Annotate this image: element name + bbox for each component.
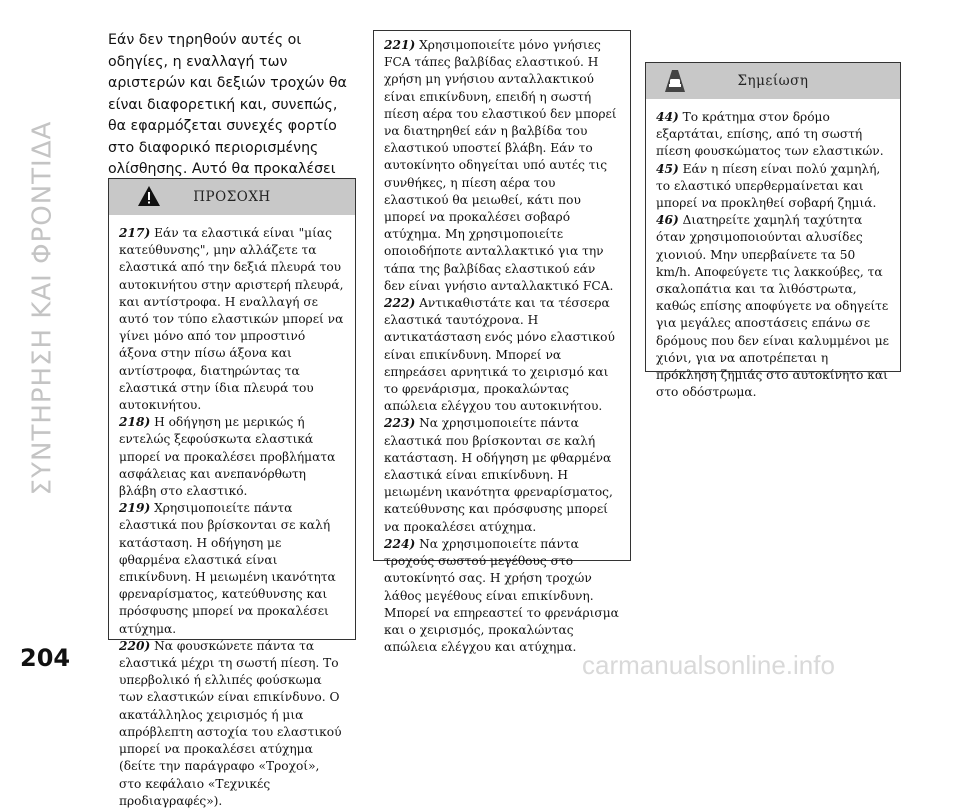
warning-item: [119, 500, 345, 638]
warning-item: [119, 225, 345, 414]
item-text: Χρησιμοποιείτε μόνο γνήσιες FCA τάπες βαλβίδας ελαστικού. Η χρήση μη γνήσιου ανταλλακτικού είναι επικίνδυνη, επειδή η σωστή πίεση αέρα του ελαστικού δεν μπορεί να διατηρηθεί εάν η βαλβίδα του ελαστικού υποστεί βλάβη. Εάν το αυτοκίνητο οδηγείται υπό αυτές τις συνθήκες, η πίεση αέρα του ελαστικού θα μειωθεί, κάτι που μπορεί να προκαλέσει σοβαρό ατύχημα. Μη χρησιμοποιείτε οποιοδήποτε ανταλλακτικό για την τάπα της βαλβίδας ελαστικού εάν δεν είναι γνήσιο ανταλλακτικό FCA.: [384, 38, 617, 293]
car-note-icon: [662, 68, 688, 94]
item-number: 45): [656, 161, 679, 176]
item-text: Διατηρείτε χαμηλή ταχύτητα όταν χρησιμοποιούνται αλυσίδες χιονιού. Μην υπερβαίνετε τα 50 km/h. Αποφεύγετε τις λακκούβες, τα σκαλοπάτια και τα λιθόστρωτα, καθώς επίσης αποφύγετε να οδηγείτε για μεγάλες αποστάσεις επάνω σε δρόμους που δεν είναι καλυμμένοι με χιόνι, για να αποτρέπεται η πρόκληση ζημιάς στο αυτοκίνητο και στο οδόστρωμα.: [656, 213, 889, 400]
warning-item: [119, 638, 345, 810]
item-text: Η οδήγηση με μερικώς ή εντελώς ξεφούσκωτα ελαστικά μπορεί να προκαλέσει προβλήματα ασφάλειας και ανεπανόρθωτη βλάβη στο ελαστικό.: [119, 415, 336, 499]
item-number: 222): [384, 296, 416, 311]
item-number: 221): [384, 38, 416, 52]
warning-box-title: ΠΡΟΣΟΧΗ: [193, 189, 271, 205]
warning-item: [384, 536, 620, 656]
item-text: Να χρησιμοποιείτε πάντα τροχούς σωστού μεγέθους στο αυτοκίνητό σας. Η χρήση τροχών λάθος μεγέθους είναι επικίνδυνη. Μπορεί να επηρεαστεί το φρενάρισμα και ο χειρισμός, προκαλώντας απώλεια ελέγχου και ατύχημα.: [384, 536, 619, 655]
intro-paragraph: Εάν δεν τηρηθούν αυτές οι οδηγίες, η εναλλαγή των αριστερών και δεξιών τροχών θα είναι διαφορετική και, συνεπώς, θα εφαρμόζεται συνεχές φορτίο στο διαφορικό περιορισμένης ολίσθησης. Αυτό θα προκαλέσει: [108, 32, 347, 177]
warning-box-header: [109, 179, 355, 215]
note-item: [656, 109, 890, 161]
item-text: Εάν τα ελαστικά είναι "μίας κατεύθυνσης", μην αλλάζετε τα ελαστικά από την δεξιά πλευρά του αυτοκινήτου στην αριστερή πλευρά, και αντίστροφα. Η εναλλαγή σε αυτό τον τύπο ελαστικών μπορεί να γίνει μόνο από τον μπροστινό άξονα στην πίσω άξονα και αντίστροφα, διατηρώντας τα ελαστικά στην ίδια πλευρά του αυτοκινήτου.: [119, 226, 344, 413]
note-item: [656, 161, 890, 213]
note-item: [656, 212, 890, 401]
item-text: Εάν η πίεση είναι πολύ χαμηλή, το ελαστικό υπερθερμαίνεται και μπορεί να προκληθεί σοβαρή ζημιά.: [656, 161, 881, 211]
item-number: 218): [119, 415, 151, 430]
page-number: 204: [20, 644, 71, 672]
item-number: 223): [384, 416, 416, 431]
warning-box-continued: [373, 30, 631, 655]
warning-item: [384, 415, 620, 535]
watermark: carmanualsonline.info: [582, 650, 835, 680]
item-number: 224): [384, 536, 416, 551]
warning-box: [108, 178, 356, 808]
note-box-header: [646, 63, 900, 99]
item-text: Αντικαθιστάτε και τα τέσσερα ελαστικά ταυτόχρονα. Η αντικατάσταση ενός μόνο ελαστικού είναι επικίνδυνη. Μπορεί να επηρεάσει αρνητικά το χειρισμό και το φρενάρισμα, προκαλώντας απώλεια ελέγχου του αυτοκινήτου.: [384, 296, 615, 414]
warning-item: [384, 37, 620, 295]
note-box-title: Σημείωση: [737, 73, 809, 89]
item-number: 46): [656, 213, 679, 228]
section-side-title: [22, 28, 62, 588]
item-text: Να χρησιμοποιείτε πάντα ελαστικά που βρίσκονται σε καλή κατάσταση. Η οδήγηση με φθαρμένα ελαστικά είναι επικίνδυνη. Η μειωμένη ικανότητα φρεναρίσματος, κατεύθυνσης και πρόσφυσης μπορεί να προκαλέσει ατύχημα.: [384, 416, 613, 534]
item-number: 217): [119, 226, 151, 240]
note-box: [645, 62, 901, 400]
section-title-text: ΣΥΝΤΗΡΗΣΗ ΚΑΙ ΦΡΟΝΤΙΔΑ: [27, 120, 57, 496]
item-number: 220): [119, 638, 151, 653]
item-text: Να φουσκώνετε πάντα τα ελαστικά μέχρι τη σωστή πίεση. Το υπερβολικό ή ελλιπές φούσκωμα των ελαστικών είναι επικίνδυνο. Ο ακατάλληλος χειρισμός ή μια απρόβλεπτη αστοχία του ελαστικού μπορεί να προκαλέσει ατύχημα (δείτε την παράγραφο «Τροχοί», στο κεφάλαιο «Τεχνικές προδιαγραφές»).: [119, 638, 342, 808]
item-text: Το κράτημα στον δρόμο εξαρτάται, επίσης, από τη σωστή πίεση φουσκώματος των ελαστικών.: [656, 110, 884, 159]
item-text: Χρησιμοποιείτε πάντα ελαστικά που βρίσκονται σε καλή κατάσταση. Η οδήγηση με φθαρμένα ελαστικά είναι επικίνδυνη. Η μειωμένη ικανότητα φρεναρίσματος, κατεύθυνσης και πρόσφυσης μπορεί να προκαλέσει ατύχημα.: [119, 501, 336, 636]
warning-item: [119, 414, 345, 500]
item-number: 44): [656, 110, 679, 124]
item-number: 219): [119, 501, 151, 516]
warning-triangle-icon: [137, 185, 161, 207]
warning-item: [384, 295, 620, 415]
